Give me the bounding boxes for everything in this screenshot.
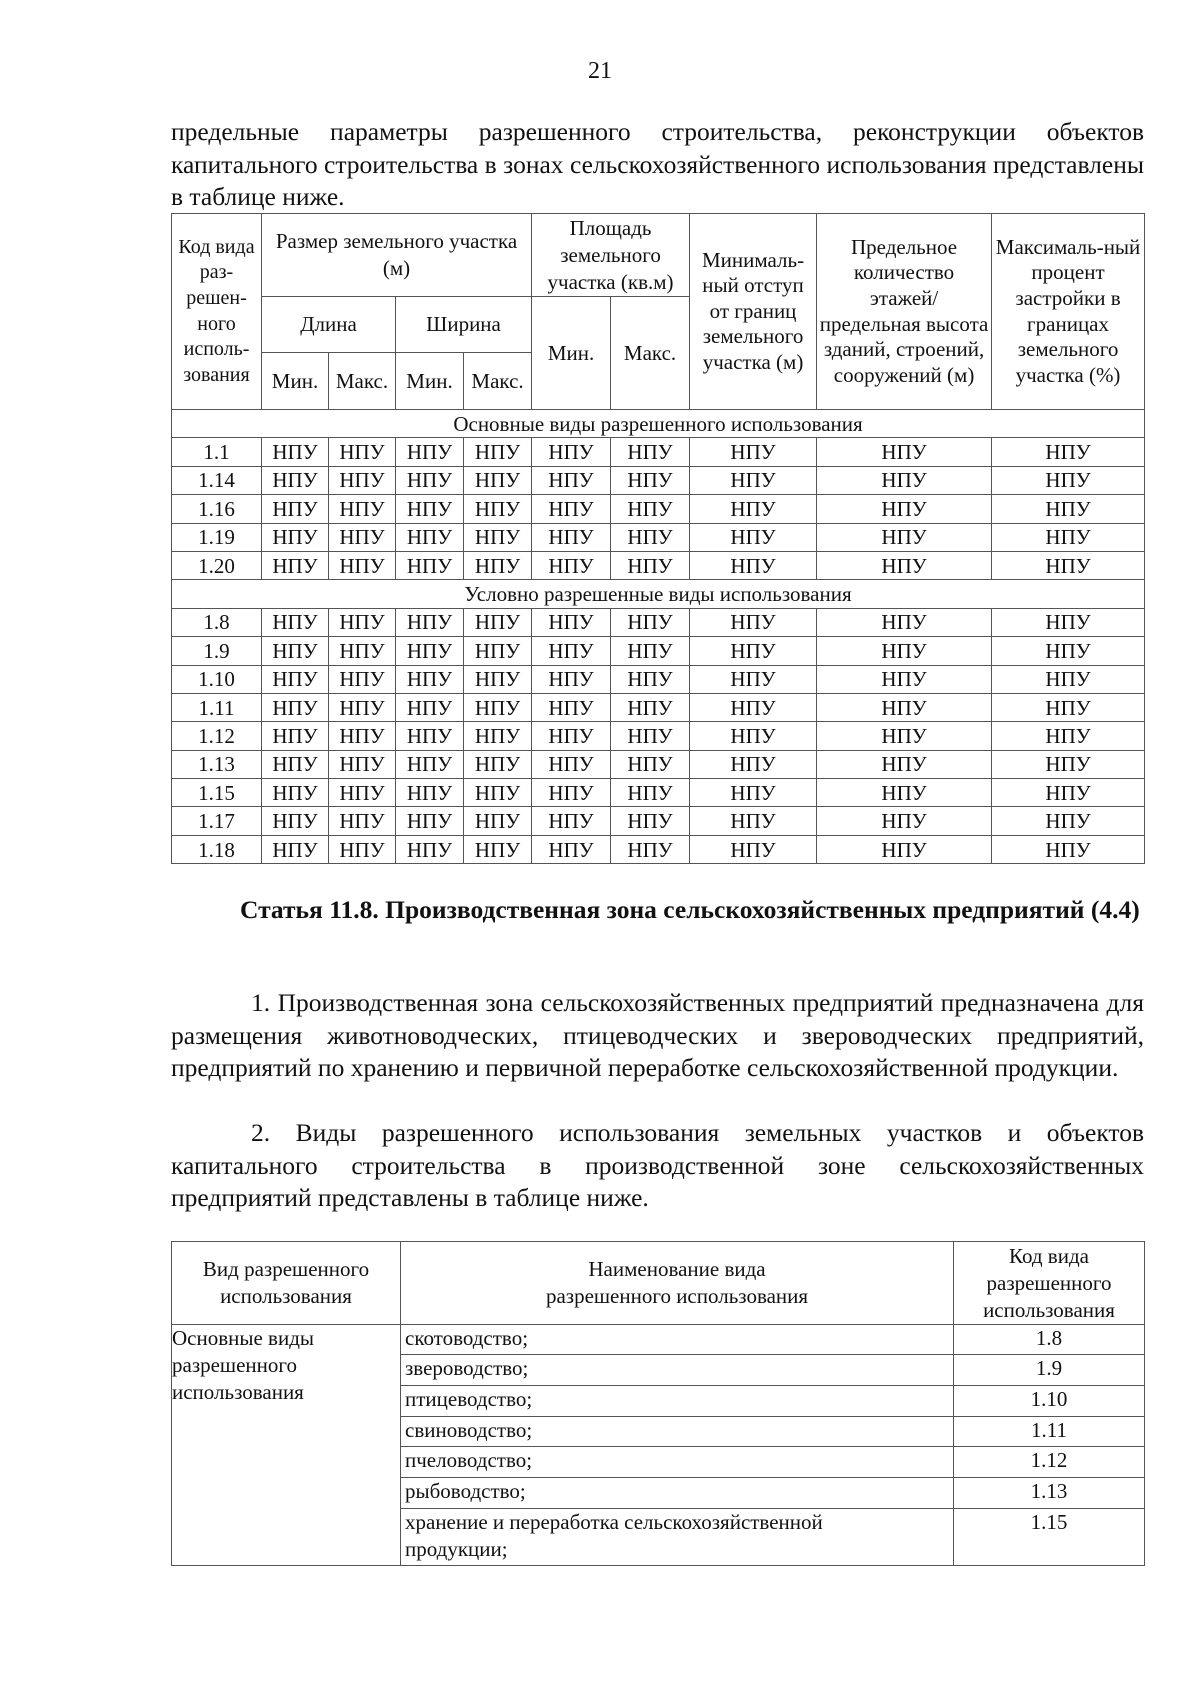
header-floors: Предельное количество этажей/ предельная высота зданий, строений, сооружений (м) (817, 214, 992, 410)
value-cell: НПУ (262, 466, 329, 494)
value-cell: НПУ (817, 722, 992, 750)
value-cell: НПУ (992, 608, 1145, 636)
value-cell: НПУ (464, 835, 532, 863)
code-cell: 1.17 (172, 807, 262, 835)
value-cell: НПУ (992, 637, 1145, 665)
value-cell: НПУ (992, 665, 1145, 693)
value-cell: НПУ (611, 807, 690, 835)
value-cell: НПУ (817, 608, 992, 636)
value-cell: НПУ (262, 722, 329, 750)
name-cell: хранение и переработка сельскохозяйственной продукции; (401, 1509, 954, 1566)
code-cell: 1.15 (954, 1509, 1145, 1566)
value-cell: НПУ (396, 722, 464, 750)
table-row (172, 608, 1145, 636)
value-cell: НПУ (817, 637, 992, 665)
value-cell: НПУ (611, 551, 690, 579)
value-cell: НПУ (611, 750, 690, 778)
header-width: Ширина (396, 297, 532, 353)
value-cell: НПУ (262, 438, 329, 466)
value-cell: НПУ (817, 665, 992, 693)
value-cell: НПУ (329, 466, 396, 494)
value-cell: НПУ (262, 807, 329, 835)
group-cell: Основные виды разрешенного использования (172, 1325, 401, 1566)
name-cell: птицеводство; (401, 1386, 954, 1417)
table-row (172, 835, 1145, 863)
value-cell: НПУ (329, 551, 396, 579)
value-cell: НПУ (262, 637, 329, 665)
value-cell: НПУ (532, 495, 611, 523)
section-label: Основные виды разрешенного использования (172, 410, 1145, 438)
section-row (172, 580, 1145, 608)
code-cell: 1.16 (172, 495, 262, 523)
value-cell: НПУ (262, 551, 329, 579)
value-cell: НПУ (532, 438, 611, 466)
name-cell: свиноводство; (401, 1417, 954, 1447)
parameters-table (171, 213, 1145, 864)
code-cell: 1.12 (172, 722, 262, 750)
code-cell: 1.9 (172, 637, 262, 665)
uses-table (171, 1241, 1145, 1566)
header-setback: Минималь-ный отступ от границ земельного участка (м) (690, 214, 817, 410)
value-cell: НПУ (329, 835, 396, 863)
table-row (172, 1325, 1145, 1355)
page-number: 21 (588, 58, 612, 84)
value-cell: НПУ (611, 466, 690, 494)
value-cell: НПУ (532, 466, 611, 494)
table-row (172, 665, 1145, 693)
value-cell: НПУ (532, 665, 611, 693)
value-cell: НПУ (532, 722, 611, 750)
intro-paragraph: предельные параметры разрешенного строительства, реконструкции объектов капитального строительства в зонах сельскохозяйственного использования представлены в таблице ниже. (171, 117, 1144, 211)
code-cell: 1.10 (172, 665, 262, 693)
code-cell: 1.18 (172, 835, 262, 863)
value-cell: НПУ (690, 693, 817, 721)
code-cell: 1.13 (954, 1478, 1145, 1509)
article-paragraph-2: 2. Виды разрешенного использования земельных участков и объектов капитального строительства в производственной зоне сельскохозяйственных предприятий представлены в таблице ниже. (171, 1118, 1144, 1212)
header-size: Размер земельного участка (м) (262, 214, 532, 297)
header-type: Вид разрешенного использования (172, 1242, 401, 1325)
value-cell: НПУ (611, 693, 690, 721)
table-row (172, 466, 1145, 494)
code-cell: 1.8 (954, 1325, 1145, 1355)
value-cell: НПУ (329, 807, 396, 835)
value-cell: НПУ (464, 523, 532, 551)
value-cell: НПУ (464, 722, 532, 750)
value-cell: НПУ (329, 750, 396, 778)
value-cell: НПУ (396, 551, 464, 579)
value-cell: НПУ (817, 466, 992, 494)
header-percent: Максималь-ный процент застройки в границах земельного участка (%) (992, 214, 1145, 410)
value-cell: НПУ (262, 779, 329, 807)
table-row (172, 750, 1145, 778)
value-cell: НПУ (396, 779, 464, 807)
value-cell: НПУ (262, 495, 329, 523)
value-cell: НПУ (329, 608, 396, 636)
table-row (172, 523, 1145, 551)
name-cell: рыбоводство; (401, 1478, 954, 1509)
value-cell: НПУ (992, 835, 1145, 863)
table-row (172, 438, 1145, 466)
code-cell: 1.15 (172, 779, 262, 807)
value-cell: НПУ (464, 693, 532, 721)
value-cell: НПУ (464, 438, 532, 466)
value-cell: НПУ (817, 551, 992, 579)
value-cell: НПУ (532, 608, 611, 636)
value-cell: НПУ (262, 665, 329, 693)
value-cell: НПУ (992, 466, 1145, 494)
value-cell: НПУ (532, 779, 611, 807)
code-cell: 1.9 (954, 1355, 1145, 1386)
header-code: Код вида раз-решен-ного исполь-зования (172, 214, 262, 410)
article-paragraph-1: 1. Производственная зона сельскохозяйственных предприятий предназначена для размещения животноводческих, птицеводческих и звероводческих предприятий, предприятий по хранению и первичной переработке сельскохозяйственной продукции. (171, 988, 1144, 1082)
value-cell: НПУ (396, 637, 464, 665)
value-cell: НПУ (532, 835, 611, 863)
value-cell: НПУ (817, 779, 992, 807)
table-row (172, 807, 1145, 835)
code-cell: 1.8 (172, 608, 262, 636)
value-cell: НПУ (611, 779, 690, 807)
value-cell: НПУ (262, 835, 329, 863)
value-cell: НПУ (532, 750, 611, 778)
value-cell: НПУ (464, 750, 532, 778)
value-cell: НПУ (992, 438, 1145, 466)
value-cell: НПУ (817, 807, 992, 835)
value-cell: НПУ (611, 608, 690, 636)
table-row (172, 779, 1145, 807)
value-cell: НПУ (329, 722, 396, 750)
value-cell: НПУ (396, 608, 464, 636)
code-cell: 1.19 (172, 523, 262, 551)
value-cell: НПУ (611, 835, 690, 863)
value-cell: НПУ (464, 665, 532, 693)
value-cell: НПУ (262, 750, 329, 778)
value-cell: НПУ (690, 495, 817, 523)
value-cell: НПУ (464, 779, 532, 807)
value-cell: НПУ (690, 551, 817, 579)
value-cell: НПУ (690, 750, 817, 778)
code-cell: 1.12 (954, 1447, 1145, 1478)
value-cell: НПУ (611, 495, 690, 523)
code-cell: 1.14 (172, 466, 262, 494)
value-cell: НПУ (992, 779, 1145, 807)
value-cell: НПУ (396, 693, 464, 721)
value-cell: НПУ (329, 438, 396, 466)
value-cell: НПУ (532, 693, 611, 721)
table-row (172, 722, 1145, 750)
value-cell: НПУ (817, 495, 992, 523)
header-length: Длина (262, 297, 396, 353)
value-cell: НПУ (262, 523, 329, 551)
value-cell: НПУ (464, 807, 532, 835)
value-cell: НПУ (464, 466, 532, 494)
value-cell: НПУ (464, 551, 532, 579)
value-cell: НПУ (611, 438, 690, 466)
value-cell: НПУ (464, 495, 532, 523)
value-cell: НПУ (690, 523, 817, 551)
value-cell: НПУ (690, 665, 817, 693)
header-code: Код вида разрешенного использования (954, 1242, 1145, 1325)
value-cell: НПУ (532, 551, 611, 579)
value-cell: НПУ (262, 693, 329, 721)
value-cell: НПУ (396, 438, 464, 466)
value-cell: НПУ (262, 608, 329, 636)
value-cell: НПУ (992, 495, 1145, 523)
value-cell: НПУ (396, 466, 464, 494)
value-cell: НПУ (690, 779, 817, 807)
header-width-max: Макс. (464, 353, 532, 410)
value-cell: НПУ (329, 637, 396, 665)
table-row (172, 637, 1145, 665)
value-cell: НПУ (690, 722, 817, 750)
table-row (172, 495, 1145, 523)
value-cell: НПУ (817, 835, 992, 863)
value-cell: НПУ (817, 750, 992, 778)
value-cell: НПУ (992, 523, 1145, 551)
table-row (172, 551, 1145, 579)
header-width-min: Мин. (396, 353, 464, 410)
section-row (172, 410, 1145, 438)
value-cell: НПУ (464, 608, 532, 636)
value-cell: НПУ (690, 807, 817, 835)
table-row (172, 693, 1145, 721)
value-cell: НПУ (329, 779, 396, 807)
code-cell: 1.10 (954, 1386, 1145, 1417)
name-cell: скотоводство; (401, 1325, 954, 1355)
value-cell: НПУ (611, 722, 690, 750)
code-cell: 1.20 (172, 551, 262, 579)
value-cell: НПУ (329, 665, 396, 693)
value-cell: НПУ (690, 466, 817, 494)
value-cell: НПУ (396, 665, 464, 693)
code-cell: 1.11 (172, 693, 262, 721)
value-cell: НПУ (690, 637, 817, 665)
value-cell: НПУ (611, 665, 690, 693)
value-cell: НПУ (992, 551, 1145, 579)
value-cell: НПУ (817, 523, 992, 551)
value-cell: НПУ (464, 637, 532, 665)
name-cell: звероводство; (401, 1355, 954, 1386)
value-cell: НПУ (690, 608, 817, 636)
header-length-max: Макс. (329, 353, 396, 410)
value-cell: НПУ (329, 523, 396, 551)
code-cell: 1.11 (954, 1417, 1145, 1447)
article-title: Статья 11.8. Производственная зона сельскохозяйственных предприятий (4.4) (240, 895, 1140, 924)
code-cell: 1.1 (172, 438, 262, 466)
value-cell: НПУ (817, 693, 992, 721)
header-area-min: Мин. (532, 297, 611, 410)
value-cell: НПУ (690, 835, 817, 863)
value-cell: НПУ (992, 807, 1145, 835)
value-cell: НПУ (992, 750, 1145, 778)
value-cell: НПУ (532, 807, 611, 835)
value-cell: НПУ (690, 438, 817, 466)
value-cell: НПУ (396, 750, 464, 778)
value-cell: НПУ (329, 495, 396, 523)
header-length-min: Мин. (262, 353, 329, 410)
header-area: Площадь земельного участка (кв.м) (532, 214, 690, 297)
value-cell: НПУ (532, 637, 611, 665)
name-cell: пчеловодство; (401, 1447, 954, 1478)
value-cell: НПУ (396, 807, 464, 835)
value-cell: НПУ (992, 693, 1145, 721)
section-label: Условно разрешенные виды использования (172, 580, 1145, 608)
value-cell: НПУ (611, 637, 690, 665)
value-cell: НПУ (611, 523, 690, 551)
value-cell: НПУ (396, 835, 464, 863)
header-area-max: Макс. (611, 297, 690, 410)
value-cell: НПУ (992, 722, 1145, 750)
value-cell: НПУ (532, 523, 611, 551)
value-cell: НПУ (817, 438, 992, 466)
header-name: Наименование вида разрешенного использования (401, 1242, 954, 1325)
value-cell: НПУ (396, 523, 464, 551)
value-cell: НПУ (396, 495, 464, 523)
code-cell: 1.13 (172, 750, 262, 778)
value-cell: НПУ (329, 693, 396, 721)
